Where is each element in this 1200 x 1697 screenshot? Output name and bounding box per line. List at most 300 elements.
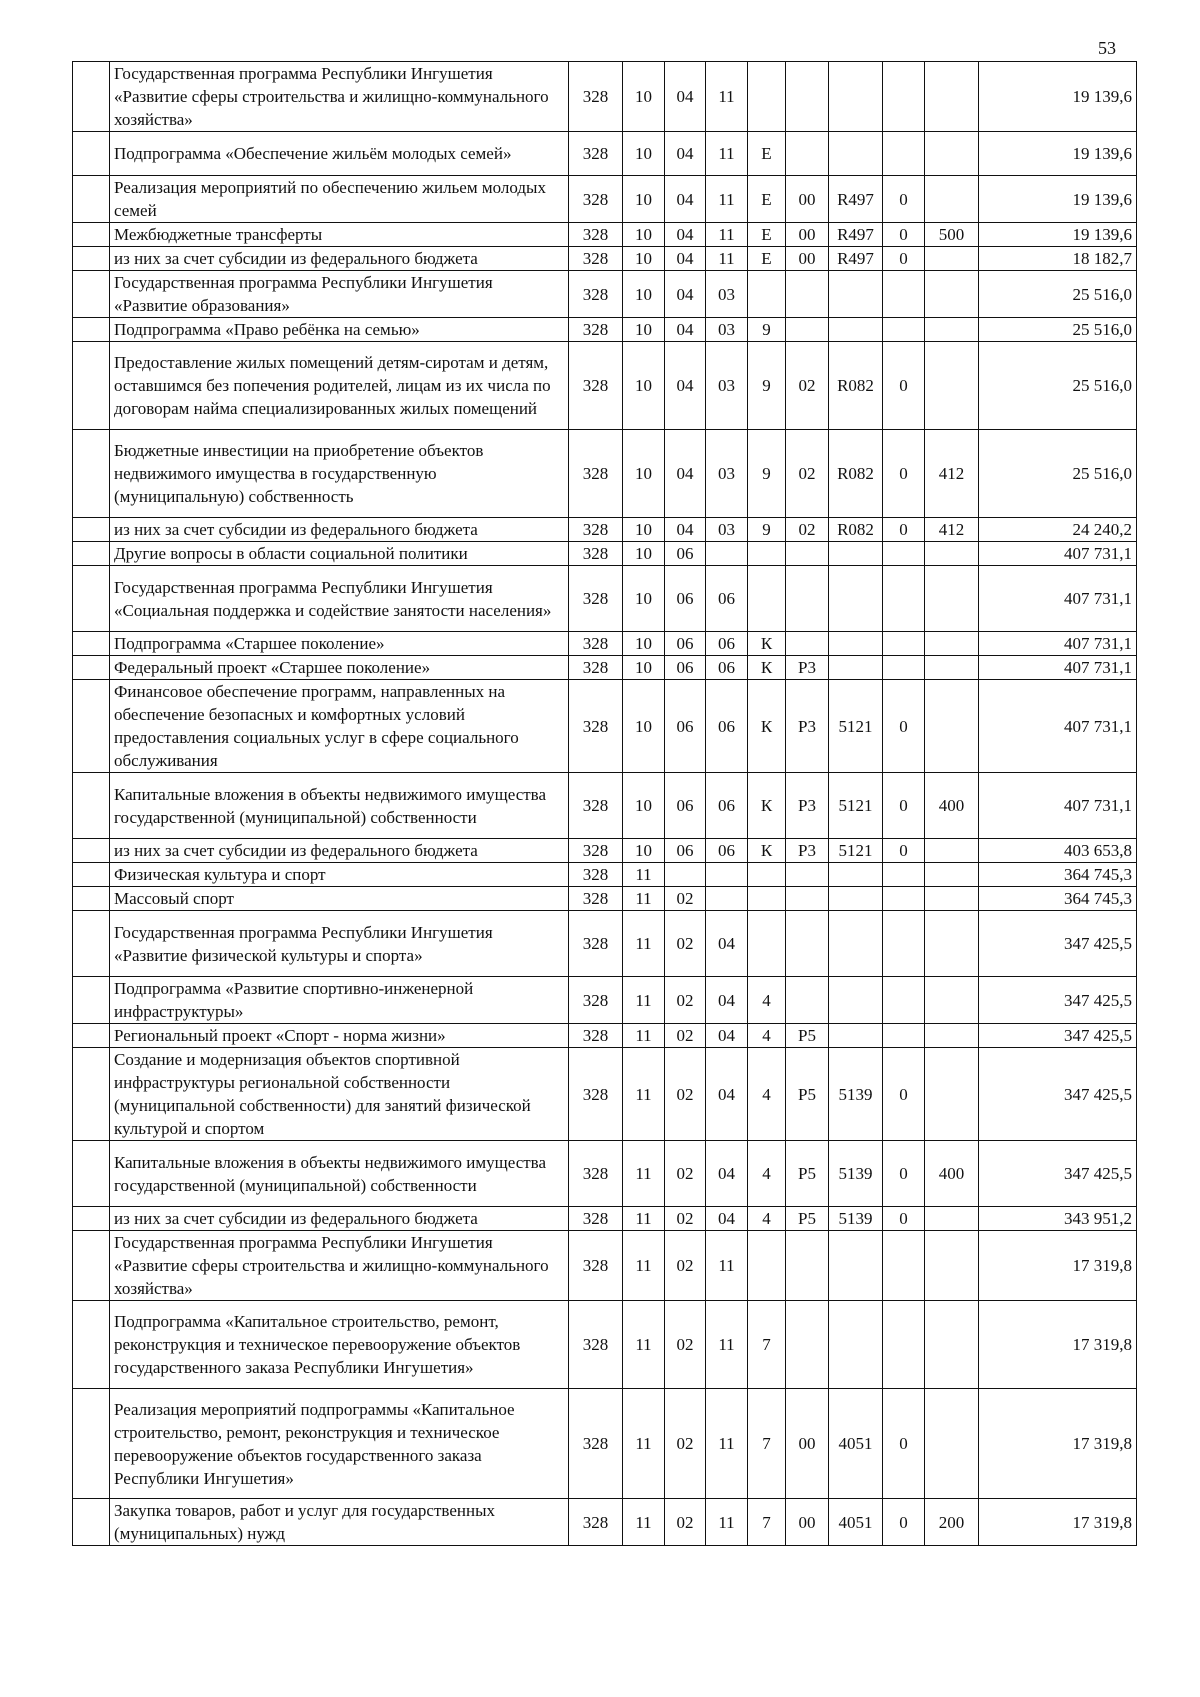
code-cell bbox=[883, 911, 925, 977]
amount-cell: 18 182,7 bbox=[979, 247, 1137, 271]
amount-cell: 403 653,8 bbox=[979, 839, 1137, 863]
code-cell: 4 bbox=[748, 1048, 786, 1141]
code-cell: 06 bbox=[665, 542, 706, 566]
row-number-cell bbox=[73, 1048, 110, 1141]
code-cell: 328 bbox=[569, 1024, 623, 1048]
amount-cell: 364 745,3 bbox=[979, 863, 1137, 887]
code-cell: 328 bbox=[569, 1048, 623, 1141]
item-name-cell: Реализация мероприятий по обеспечению жильем молодых семей bbox=[110, 176, 569, 223]
code-cell: 328 bbox=[569, 1207, 623, 1231]
row-number-cell bbox=[73, 1389, 110, 1499]
code-cell: 7 bbox=[748, 1499, 786, 1546]
amount-cell: 17 319,8 bbox=[979, 1499, 1137, 1546]
code-cell bbox=[925, 863, 979, 887]
code-cell: 11 bbox=[623, 1231, 665, 1301]
code-cell: 7 bbox=[748, 1301, 786, 1389]
amount-cell: 24 240,2 bbox=[979, 518, 1137, 542]
item-name-cell: Закупка товаров, работ и услуг для государственных (муниципальных) нужд bbox=[110, 1499, 569, 1546]
code-cell: 4 bbox=[748, 977, 786, 1024]
code-cell: 11 bbox=[623, 887, 665, 911]
code-cell: 11 bbox=[623, 1207, 665, 1231]
code-cell bbox=[748, 911, 786, 977]
code-cell: 328 bbox=[569, 1389, 623, 1499]
code-cell: Р3 bbox=[786, 656, 829, 680]
code-cell: 04 bbox=[665, 132, 706, 176]
code-cell: 04 bbox=[665, 430, 706, 518]
code-cell: 0 bbox=[883, 1499, 925, 1546]
amount-cell: 19 139,6 bbox=[979, 223, 1137, 247]
code-cell: 04 bbox=[706, 1207, 748, 1231]
amount-cell: 347 425,5 bbox=[979, 1024, 1137, 1048]
row-number-cell bbox=[73, 62, 110, 132]
code-cell bbox=[829, 632, 883, 656]
code-cell: 11 bbox=[623, 1024, 665, 1048]
code-cell: 10 bbox=[623, 839, 665, 863]
item-name-cell: Подпрограмма «Развитие спортивно-инженерной инфраструктуры» bbox=[110, 977, 569, 1024]
code-cell bbox=[748, 542, 786, 566]
item-name-cell: Капитальные вложения в объекты недвижимого имущества государственной (муниципальной) собственности bbox=[110, 773, 569, 839]
code-cell bbox=[925, 247, 979, 271]
code-cell: 0 bbox=[883, 680, 925, 773]
code-cell: 4051 bbox=[829, 1389, 883, 1499]
code-cell bbox=[925, 887, 979, 911]
code-cell bbox=[925, 977, 979, 1024]
code-cell bbox=[883, 656, 925, 680]
code-cell: К bbox=[748, 773, 786, 839]
amount-cell: 25 516,0 bbox=[979, 271, 1137, 318]
code-cell bbox=[829, 1231, 883, 1301]
amount-cell: 17 319,8 bbox=[979, 1231, 1137, 1301]
code-cell: 4 bbox=[748, 1024, 786, 1048]
table-row bbox=[73, 632, 1137, 656]
table-row bbox=[73, 887, 1137, 911]
table-row bbox=[73, 1301, 1137, 1389]
code-cell: 328 bbox=[569, 863, 623, 887]
code-cell: 02 bbox=[665, 1499, 706, 1546]
code-cell: 4 bbox=[748, 1141, 786, 1207]
row-number-cell bbox=[73, 342, 110, 430]
code-cell: 03 bbox=[706, 342, 748, 430]
code-cell: Р3 bbox=[786, 680, 829, 773]
table-row bbox=[73, 911, 1137, 977]
code-cell: 328 bbox=[569, 680, 623, 773]
item-name-cell: Подпрограмма «Старшее поколение» bbox=[110, 632, 569, 656]
code-cell bbox=[706, 542, 748, 566]
code-cell: 04 bbox=[665, 176, 706, 223]
code-cell bbox=[883, 863, 925, 887]
code-cell: 02 bbox=[665, 1141, 706, 1207]
code-cell: Р3 bbox=[786, 773, 829, 839]
code-cell bbox=[786, 318, 829, 342]
code-cell: 06 bbox=[665, 566, 706, 632]
code-cell: 10 bbox=[623, 132, 665, 176]
code-cell bbox=[829, 1024, 883, 1048]
item-name-cell: Капитальные вложения в объекты недвижимого имущества государственной (муниципальной) собственности bbox=[110, 1141, 569, 1207]
code-cell: 04 bbox=[706, 911, 748, 977]
code-cell: 03 bbox=[706, 271, 748, 318]
code-cell: 328 bbox=[569, 318, 623, 342]
code-cell: 04 bbox=[706, 1141, 748, 1207]
code-cell: 328 bbox=[569, 1141, 623, 1207]
code-cell: 5121 bbox=[829, 773, 883, 839]
row-number-cell bbox=[73, 1024, 110, 1048]
code-cell bbox=[925, 680, 979, 773]
code-cell bbox=[883, 1301, 925, 1389]
amount-cell: 364 745,3 bbox=[979, 887, 1137, 911]
code-cell: 02 bbox=[665, 911, 706, 977]
code-cell bbox=[829, 318, 883, 342]
code-cell: 328 bbox=[569, 1499, 623, 1546]
code-cell: 10 bbox=[623, 430, 665, 518]
amount-cell: 17 319,8 bbox=[979, 1301, 1137, 1389]
code-cell: 328 bbox=[569, 132, 623, 176]
code-cell: 5121 bbox=[829, 680, 883, 773]
code-cell: 0 bbox=[883, 1048, 925, 1141]
code-cell bbox=[829, 911, 883, 977]
code-cell: 11 bbox=[706, 247, 748, 271]
code-cell bbox=[665, 863, 706, 887]
code-cell: 10 bbox=[623, 542, 665, 566]
code-cell bbox=[706, 887, 748, 911]
code-cell: 04 bbox=[665, 342, 706, 430]
item-name-cell: из них за счет субсидии из федерального бюджета bbox=[110, 518, 569, 542]
code-cell bbox=[925, 656, 979, 680]
amount-cell: 407 731,1 bbox=[979, 542, 1137, 566]
code-cell bbox=[883, 1024, 925, 1048]
amount-cell: 407 731,1 bbox=[979, 656, 1137, 680]
code-cell: 03 bbox=[706, 430, 748, 518]
code-cell: Е bbox=[748, 132, 786, 176]
code-cell: 328 bbox=[569, 1231, 623, 1301]
code-cell: 04 bbox=[665, 223, 706, 247]
code-cell: 0 bbox=[883, 1389, 925, 1499]
code-cell: 10 bbox=[623, 271, 665, 318]
page-number: 53 bbox=[1098, 38, 1116, 58]
code-cell: 10 bbox=[623, 518, 665, 542]
code-cell: R497 bbox=[829, 176, 883, 223]
code-cell bbox=[883, 566, 925, 632]
code-cell: 11 bbox=[623, 977, 665, 1024]
amount-cell: 347 425,5 bbox=[979, 911, 1137, 977]
item-name-cell: Государственная программа Республики Ингушетия «Развитие сферы строительства и жилищно-коммунального хозяйства» bbox=[110, 62, 569, 132]
amount-cell: 347 425,5 bbox=[979, 1141, 1137, 1207]
code-cell: 04 bbox=[665, 271, 706, 318]
code-cell: Р3 bbox=[786, 839, 829, 863]
code-cell: 328 bbox=[569, 518, 623, 542]
code-cell: 04 bbox=[706, 1048, 748, 1141]
code-cell: 06 bbox=[706, 632, 748, 656]
code-cell: 0 bbox=[883, 342, 925, 430]
code-cell: 11 bbox=[623, 1048, 665, 1141]
code-cell bbox=[829, 132, 883, 176]
code-cell: 04 bbox=[665, 318, 706, 342]
item-name-cell: Государственная программа Республики Ингушетия «Развитие физической культуры и спорта» bbox=[110, 911, 569, 977]
amount-cell: 19 139,6 bbox=[979, 132, 1137, 176]
code-cell: 5139 bbox=[829, 1207, 883, 1231]
code-cell bbox=[925, 1301, 979, 1389]
table-row bbox=[73, 1499, 1137, 1546]
row-number-cell bbox=[73, 632, 110, 656]
code-cell: 00 bbox=[786, 223, 829, 247]
code-cell: 02 bbox=[665, 1231, 706, 1301]
row-number-cell bbox=[73, 566, 110, 632]
table-row bbox=[73, 318, 1137, 342]
code-cell bbox=[925, 1024, 979, 1048]
amount-cell: 347 425,5 bbox=[979, 977, 1137, 1024]
row-number-cell bbox=[73, 887, 110, 911]
code-cell bbox=[748, 887, 786, 911]
item-name-cell: из них за счет субсидии из федерального бюджета bbox=[110, 1207, 569, 1231]
code-cell: 11 bbox=[706, 223, 748, 247]
code-cell: 412 bbox=[925, 430, 979, 518]
table-row bbox=[73, 566, 1137, 632]
row-number-cell bbox=[73, 1231, 110, 1301]
code-cell: 06 bbox=[665, 839, 706, 863]
code-cell bbox=[829, 863, 883, 887]
table-row bbox=[73, 977, 1137, 1024]
code-cell bbox=[748, 1231, 786, 1301]
code-cell: 500 bbox=[925, 223, 979, 247]
code-cell bbox=[925, 542, 979, 566]
code-cell bbox=[883, 132, 925, 176]
amount-cell: 25 516,0 bbox=[979, 430, 1137, 518]
code-cell: 06 bbox=[665, 656, 706, 680]
code-cell: 10 bbox=[623, 656, 665, 680]
amount-cell: 25 516,0 bbox=[979, 342, 1137, 430]
amount-cell: 347 425,5 bbox=[979, 1048, 1137, 1141]
row-number-cell bbox=[73, 132, 110, 176]
code-cell: 10 bbox=[623, 247, 665, 271]
code-cell: 0 bbox=[883, 1207, 925, 1231]
code-cell: 328 bbox=[569, 342, 623, 430]
item-name-cell: Реализация мероприятий подпрограммы «Капитальное строительство, ремонт, реконструкция и техническое перевооружение объектов государственного заказа Республики Ингушетия» bbox=[110, 1389, 569, 1499]
code-cell: 11 bbox=[623, 863, 665, 887]
table-row bbox=[73, 863, 1137, 887]
row-number-cell bbox=[73, 430, 110, 518]
item-name-cell: Предоставление жилых помещений детям-сиротам и детям, оставшимся без попечения родителей, лицам из их числа по договорам найма специализированных жилых помещений bbox=[110, 342, 569, 430]
code-cell: R497 bbox=[829, 247, 883, 271]
code-cell: 06 bbox=[706, 656, 748, 680]
code-cell: 0 bbox=[883, 839, 925, 863]
code-cell: 10 bbox=[623, 566, 665, 632]
table-row bbox=[73, 1141, 1137, 1207]
code-cell bbox=[748, 566, 786, 632]
code-cell: 328 bbox=[569, 773, 623, 839]
code-cell: 11 bbox=[623, 1141, 665, 1207]
code-cell: 9 bbox=[748, 318, 786, 342]
code-cell: 10 bbox=[623, 318, 665, 342]
row-number-cell bbox=[73, 518, 110, 542]
code-cell: 9 bbox=[748, 430, 786, 518]
code-cell: 11 bbox=[623, 1499, 665, 1546]
code-cell bbox=[829, 977, 883, 1024]
code-cell: 400 bbox=[925, 1141, 979, 1207]
code-cell bbox=[706, 863, 748, 887]
code-cell bbox=[925, 1207, 979, 1231]
item-name-cell: Другие вопросы в области социальной политики bbox=[110, 542, 569, 566]
code-cell bbox=[829, 542, 883, 566]
code-cell: R497 bbox=[829, 223, 883, 247]
code-cell: 0 bbox=[883, 430, 925, 518]
item-name-cell: Бюджетные инвестиции на приобретение объектов недвижимого имущества в государственную (муниципальную) собственность bbox=[110, 430, 569, 518]
code-cell: 03 bbox=[706, 318, 748, 342]
code-cell bbox=[925, 566, 979, 632]
table-row bbox=[73, 773, 1137, 839]
item-name-cell: из них за счет субсидии из федерального бюджета bbox=[110, 247, 569, 271]
code-cell: 02 bbox=[665, 887, 706, 911]
code-cell: 328 bbox=[569, 1301, 623, 1389]
code-cell bbox=[786, 911, 829, 977]
code-cell bbox=[883, 977, 925, 1024]
table-row bbox=[73, 132, 1137, 176]
code-cell: R082 bbox=[829, 518, 883, 542]
code-cell: 11 bbox=[623, 1301, 665, 1389]
code-cell bbox=[786, 1301, 829, 1389]
code-cell: 0 bbox=[883, 773, 925, 839]
item-name-cell: Государственная программа Республики Ингушетия «Развитие сферы строительства и жилищно-коммунального хозяйства» bbox=[110, 1231, 569, 1301]
code-cell bbox=[786, 977, 829, 1024]
item-name-cell: Государственная программа Республики Ингушетия «Социальная поддержка и содействие занятости населения» bbox=[110, 566, 569, 632]
code-cell: 02 bbox=[665, 1301, 706, 1389]
table-row bbox=[73, 839, 1137, 863]
code-cell: 328 bbox=[569, 911, 623, 977]
code-cell bbox=[786, 887, 829, 911]
table-row bbox=[73, 656, 1137, 680]
code-cell: 00 bbox=[786, 1499, 829, 1546]
code-cell: 10 bbox=[623, 632, 665, 656]
code-cell: R082 bbox=[829, 430, 883, 518]
code-cell: 7 bbox=[748, 1389, 786, 1499]
code-cell: 00 bbox=[786, 247, 829, 271]
code-cell bbox=[925, 62, 979, 132]
code-cell: 00 bbox=[786, 1389, 829, 1499]
table-row bbox=[73, 680, 1137, 773]
code-cell: 5121 bbox=[829, 839, 883, 863]
code-cell: Р5 bbox=[786, 1048, 829, 1141]
code-cell bbox=[883, 62, 925, 132]
amount-cell: 407 731,1 bbox=[979, 773, 1137, 839]
code-cell: 04 bbox=[706, 1024, 748, 1048]
code-cell: 04 bbox=[665, 62, 706, 132]
code-cell: 328 bbox=[569, 977, 623, 1024]
table-row bbox=[73, 1024, 1137, 1048]
code-cell: 200 bbox=[925, 1499, 979, 1546]
code-cell: 11 bbox=[706, 62, 748, 132]
code-cell bbox=[883, 1231, 925, 1301]
row-number-cell bbox=[73, 271, 110, 318]
code-cell: 11 bbox=[623, 911, 665, 977]
code-cell: 02 bbox=[665, 1207, 706, 1231]
item-name-cell: Межбюджетные трансферты bbox=[110, 223, 569, 247]
amount-cell: 407 731,1 bbox=[979, 680, 1137, 773]
code-cell bbox=[925, 1048, 979, 1141]
code-cell bbox=[829, 887, 883, 911]
item-name-cell: Федеральный проект «Старшее поколение» bbox=[110, 656, 569, 680]
row-number-cell bbox=[73, 911, 110, 977]
item-name-cell: Подпрограмма «Право ребёнка на семью» bbox=[110, 318, 569, 342]
code-cell: 10 bbox=[623, 62, 665, 132]
code-cell: Е bbox=[748, 176, 786, 223]
code-cell: R082 bbox=[829, 342, 883, 430]
row-number-cell bbox=[73, 1301, 110, 1389]
code-cell: 412 bbox=[925, 518, 979, 542]
code-cell: 400 bbox=[925, 773, 979, 839]
amount-cell: 25 516,0 bbox=[979, 318, 1137, 342]
amount-cell: 407 731,1 bbox=[979, 566, 1137, 632]
code-cell bbox=[925, 132, 979, 176]
code-cell: 04 bbox=[706, 977, 748, 1024]
table-row bbox=[73, 1231, 1137, 1301]
table-row bbox=[73, 247, 1137, 271]
table-row bbox=[73, 271, 1137, 318]
code-cell: 06 bbox=[665, 680, 706, 773]
item-name-cell: Государственная программа Республики Ингушетия «Развитие образования» bbox=[110, 271, 569, 318]
code-cell: 06 bbox=[665, 773, 706, 839]
code-cell: 06 bbox=[706, 566, 748, 632]
code-cell: 11 bbox=[706, 1389, 748, 1499]
code-cell bbox=[829, 62, 883, 132]
code-cell: 00 bbox=[786, 176, 829, 223]
code-cell bbox=[925, 342, 979, 430]
code-cell: 328 bbox=[569, 542, 623, 566]
code-cell bbox=[883, 318, 925, 342]
code-cell: 5139 bbox=[829, 1141, 883, 1207]
code-cell: 11 bbox=[706, 1231, 748, 1301]
code-cell: 10 bbox=[623, 680, 665, 773]
code-cell: 328 bbox=[569, 223, 623, 247]
amount-cell: 19 139,6 bbox=[979, 176, 1137, 223]
code-cell bbox=[748, 62, 786, 132]
code-cell bbox=[786, 542, 829, 566]
code-cell: 04 bbox=[665, 518, 706, 542]
code-cell: 11 bbox=[706, 1499, 748, 1546]
code-cell: 02 bbox=[665, 1048, 706, 1141]
code-cell: 328 bbox=[569, 247, 623, 271]
code-cell: Р5 bbox=[786, 1141, 829, 1207]
code-cell bbox=[829, 271, 883, 318]
code-cell bbox=[925, 1389, 979, 1499]
code-cell: К bbox=[748, 839, 786, 863]
code-cell: 11 bbox=[706, 1301, 748, 1389]
row-number-cell bbox=[73, 839, 110, 863]
code-cell bbox=[925, 632, 979, 656]
row-number-cell bbox=[73, 247, 110, 271]
item-name-cell: Подпрограмма «Капитальное строительство, ремонт, реконструкция и техническое перевооружение объектов государственного заказа Республики Ингушетия» bbox=[110, 1301, 569, 1389]
code-cell: 10 bbox=[623, 342, 665, 430]
row-number-cell bbox=[73, 1499, 110, 1546]
code-cell: 02 bbox=[665, 1024, 706, 1048]
row-number-cell bbox=[73, 542, 110, 566]
table-row bbox=[73, 342, 1137, 430]
amount-cell: 19 139,6 bbox=[979, 62, 1137, 132]
code-cell bbox=[925, 1231, 979, 1301]
code-cell bbox=[925, 839, 979, 863]
row-number-cell bbox=[73, 223, 110, 247]
code-cell: Р5 bbox=[786, 1024, 829, 1048]
code-cell bbox=[883, 542, 925, 566]
code-cell: 328 bbox=[569, 656, 623, 680]
code-cell: 06 bbox=[665, 632, 706, 656]
table-row bbox=[73, 176, 1137, 223]
code-cell: 11 bbox=[706, 176, 748, 223]
code-cell: 328 bbox=[569, 566, 623, 632]
table-row bbox=[73, 518, 1137, 542]
code-cell bbox=[925, 271, 979, 318]
code-cell: 02 bbox=[665, 1389, 706, 1499]
code-cell: 0 bbox=[883, 176, 925, 223]
code-cell: 03 bbox=[706, 518, 748, 542]
code-cell: 04 bbox=[665, 247, 706, 271]
